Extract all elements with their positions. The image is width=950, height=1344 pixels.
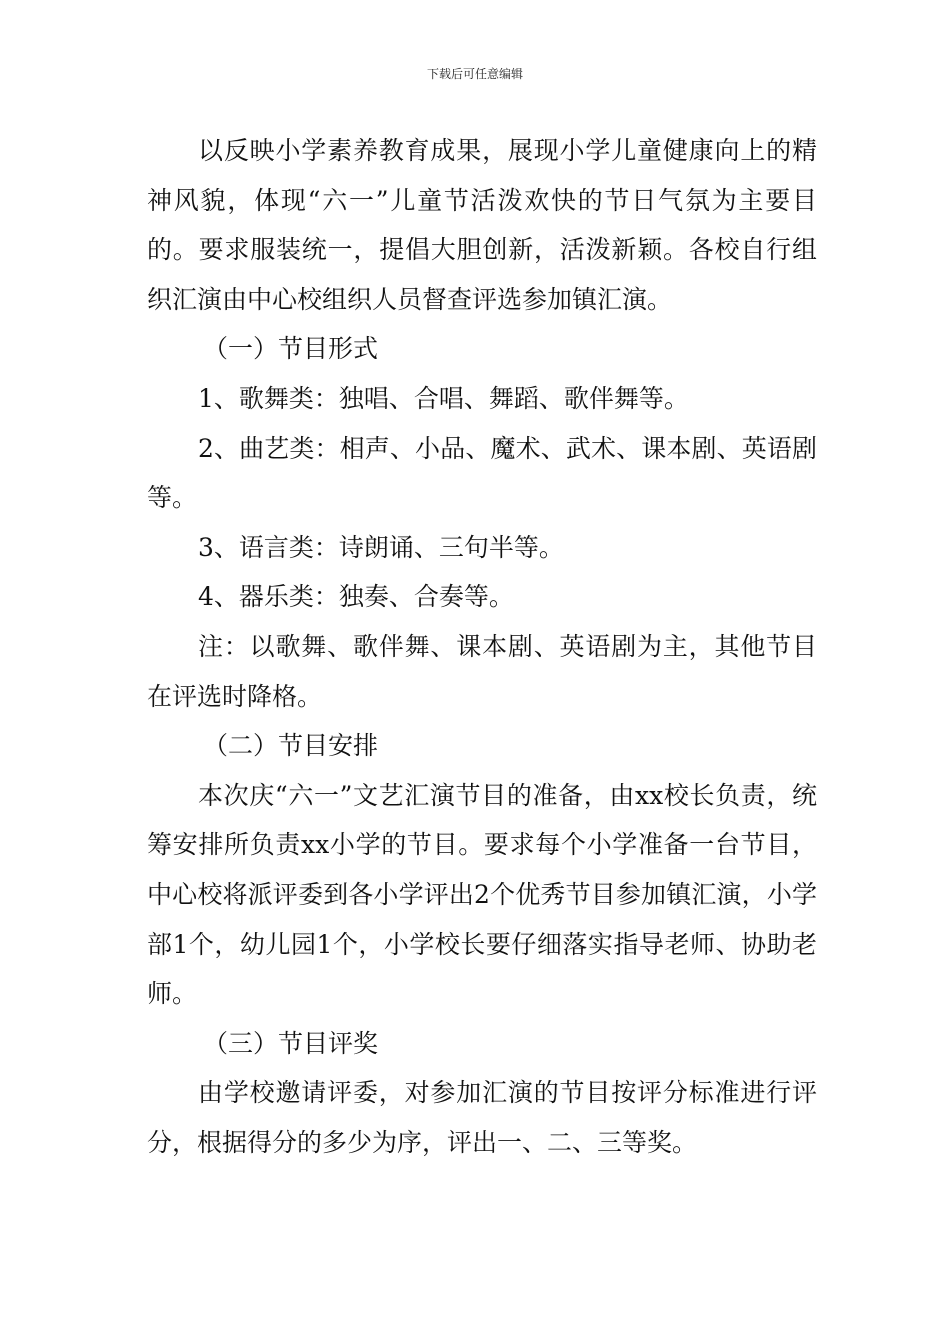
intro-paragraph: 以反映小学素养教育成果，展现小学儿童健康向上的精神风貌，体现“六一”儿童节活泼欢快的节日气氛为主要目的。要求服装统一，提倡大胆创新，活泼新颖。各校自行组织汇演由中心校组织人员督查评选参加镇汇演。 <box>147 136 817 314</box>
section-heading-program-form: （一）节目形式 <box>203 334 379 364</box>
document-body <box>147 126 817 1167</box>
list-item-quyi: 2、曲艺类：相声、小品、魔术、武术、课本剧、英语剧等。 <box>147 433 817 513</box>
section-heading-program-awards: （三）节目评奖 <box>203 1028 379 1058</box>
awards-paragraph: 由学校邀请评委，对参加汇演的节目按评分标准进行评分，根据得分的多少为序，评出一、二、三等奖。 <box>147 1078 817 1157</box>
list-item-language: 3、语言类：诗朗诵、三句半等。 <box>198 532 564 562</box>
note-paragraph: 注：以歌舞、歌伴舞、课本剧、英语剧为主，其他节目在评选时降格。 <box>147 631 817 711</box>
list-item-song-dance: 1、歌舞类：独唱、合唱、舞蹈、歌伴舞等。 <box>198 383 689 413</box>
page-header: 下载后可任意编辑 <box>426 67 523 81</box>
list-item-instrumental: 4、器乐类：独奏、合奏等。 <box>198 582 514 612</box>
section-heading-program-arrangement: （二）节目安排 <box>203 731 379 761</box>
arrangement-paragraph: 本次庆“六一”文艺汇演节目的准备，由xx校长负责，统筹安排所负责xx小学的节目。要求每个小学准备一台节目，中心校将派评委到各小学评出2个优秀节目参加镇汇演，小学部1个，幼儿园1个，小学校长要仔细落实指导老师、协助老师。 <box>147 780 817 1009</box>
